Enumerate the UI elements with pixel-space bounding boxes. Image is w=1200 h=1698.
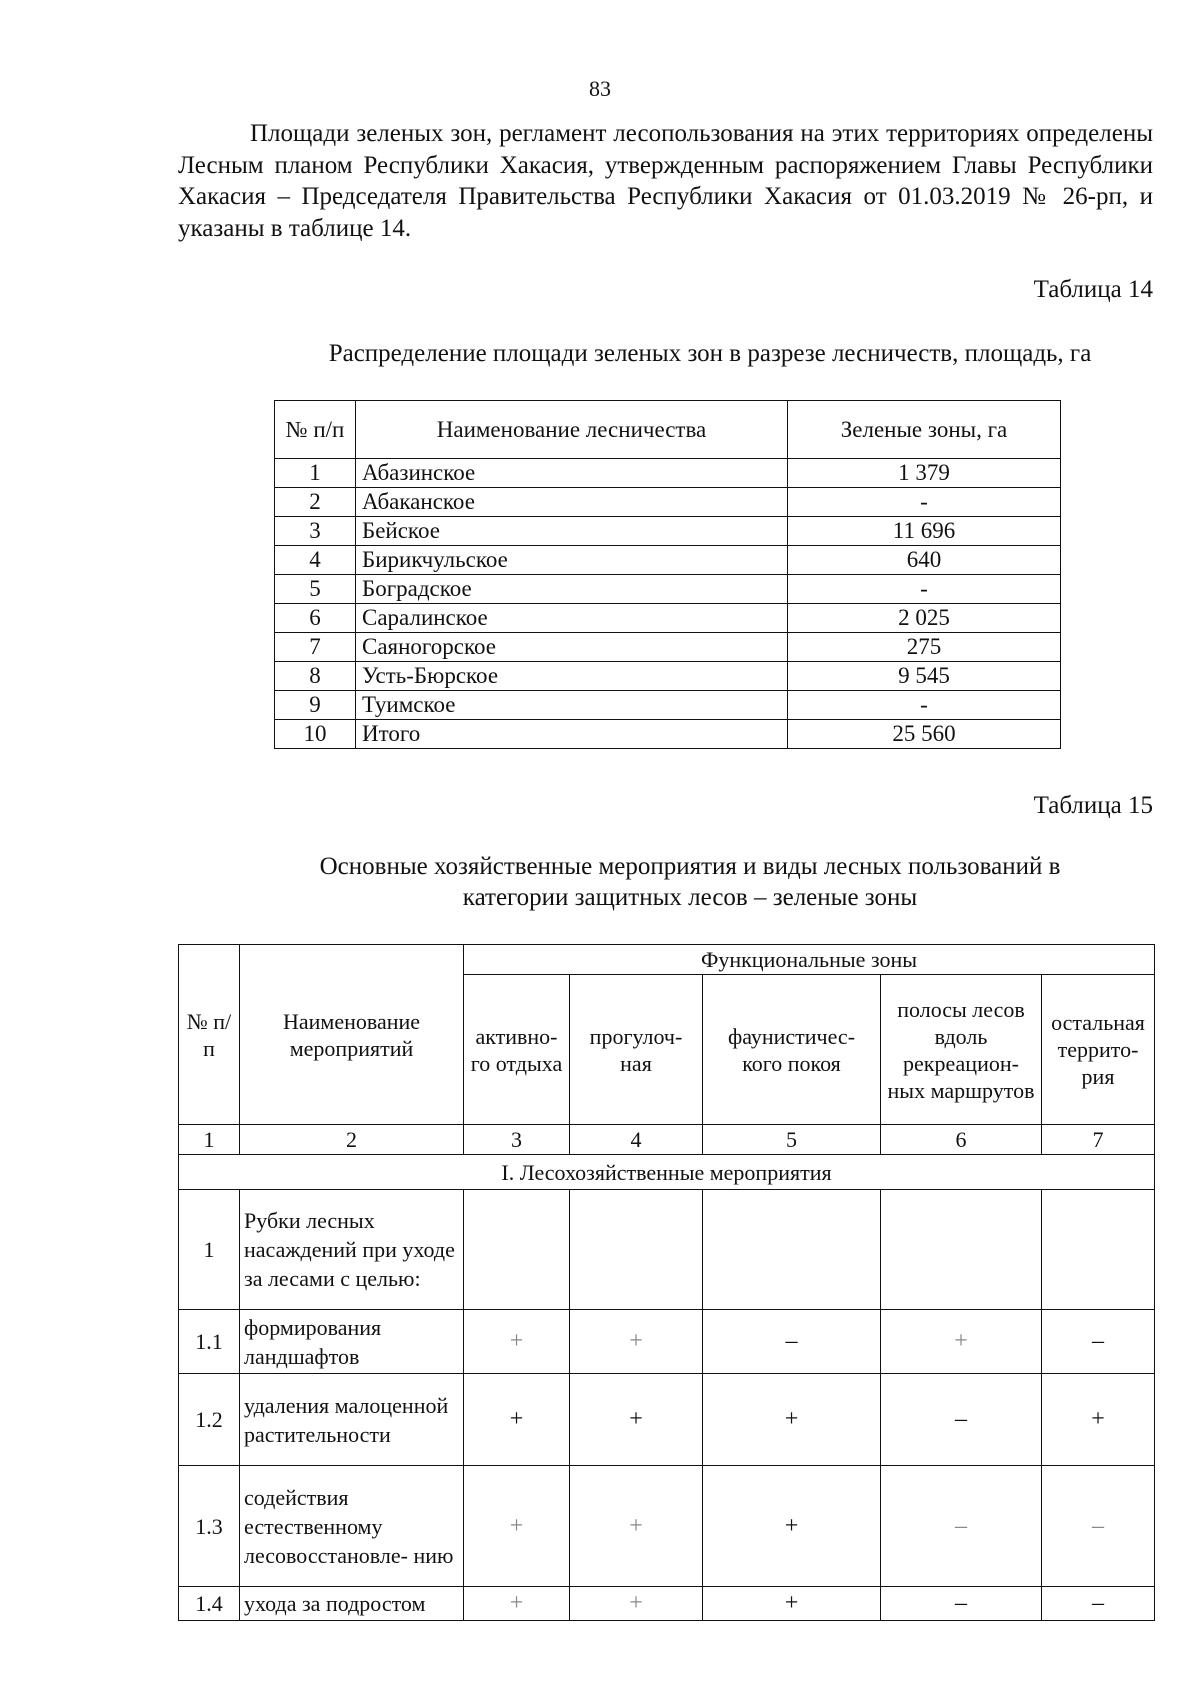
table14-header-row xyxy=(275,401,1061,459)
table-row xyxy=(275,459,1061,488)
table15-header-zone2: прогулоч- ная xyxy=(570,975,703,1125)
table14-header-name: Наименование лесничества xyxy=(356,401,788,459)
zone-value: + xyxy=(570,1310,703,1374)
forestry-name: Бейское xyxy=(356,517,788,546)
table-row xyxy=(179,1466,1155,1587)
forestry-name: Туимское xyxy=(356,691,788,720)
zone-value xyxy=(1042,1190,1155,1310)
zone-value: + xyxy=(464,1374,570,1466)
table-row xyxy=(179,1374,1155,1466)
table15-header-row1 xyxy=(179,945,1155,975)
col-number: 3 xyxy=(464,1125,570,1155)
row-num: 3 xyxy=(275,517,356,546)
table15-caption xyxy=(250,851,1130,913)
activity-name: формирования ландшафтов xyxy=(240,1310,464,1374)
table14-caption: Распределение площади зеленых зон в разрезе лесничеств, площадь, га xyxy=(328,340,1092,367)
green-zone-area: 275 xyxy=(788,633,1061,662)
row-num: 1.4 xyxy=(179,1587,240,1621)
table-row xyxy=(275,546,1061,575)
zone-value xyxy=(703,1190,881,1310)
zone-value: – xyxy=(703,1310,881,1374)
row-num: 8 xyxy=(275,662,356,691)
zone-value xyxy=(570,1190,703,1310)
zone-value: + xyxy=(464,1587,570,1621)
row-num: 1.1 xyxy=(179,1310,240,1374)
zone-value xyxy=(464,1190,570,1310)
table15-header-num: № п/п xyxy=(179,945,240,1125)
activity-name: Рубки лесных насаждений при уходе за лесами с целью: xyxy=(240,1190,464,1310)
zone-value: – xyxy=(881,1466,1042,1587)
activity-name: ухода за подростом xyxy=(240,1587,464,1621)
zone-value: + xyxy=(703,1374,881,1466)
table-row xyxy=(275,488,1061,517)
zone-value: – xyxy=(1042,1587,1155,1621)
forestry-name: Саяногорское xyxy=(356,633,788,662)
row-num: 5 xyxy=(275,575,356,604)
forestry-name: Бирикчульское xyxy=(356,546,788,575)
green-zone-area: 25 560 xyxy=(788,720,1061,749)
table15-header-name: Наименование мероприятий xyxy=(240,945,464,1125)
zone-value: – xyxy=(881,1374,1042,1466)
section-title: I. Лесохозяйственные мероприятия xyxy=(179,1155,1155,1190)
page-number: 83 xyxy=(589,76,611,101)
green-zone-area: 640 xyxy=(788,546,1061,575)
table14-label: Таблица 14 xyxy=(1033,276,1153,303)
row-num: 4 xyxy=(275,546,356,575)
row-num: 7 xyxy=(275,633,356,662)
col-number: 1 xyxy=(179,1125,240,1155)
table-row xyxy=(179,1310,1155,1374)
forestry-name: Итого xyxy=(356,720,788,749)
col-number: 5 xyxy=(703,1125,881,1155)
row-num: 2 xyxy=(275,488,356,517)
table15-column-numbers xyxy=(179,1125,1155,1155)
table-row xyxy=(275,517,1061,546)
zone-value: + xyxy=(703,1587,881,1621)
table15-header-zone4: полосы лесов вдоль рекреацион- ных маршрутов xyxy=(881,975,1042,1125)
table15-header-zone3: фаунистичес- кого покоя xyxy=(703,975,881,1125)
row-num: 1.2 xyxy=(179,1374,240,1466)
table14-header-area: Зеленые зоны, га xyxy=(788,401,1061,459)
zone-value: + xyxy=(881,1310,1042,1374)
green-zone-area: - xyxy=(788,488,1061,517)
zone-value: – xyxy=(1042,1310,1155,1374)
col-number: 4 xyxy=(570,1125,703,1155)
table-row xyxy=(275,691,1061,720)
green-zone-area: - xyxy=(788,691,1061,720)
zone-value: + xyxy=(464,1466,570,1587)
zone-value: + xyxy=(570,1587,703,1621)
table15-header-zone5: остальная террито- рия xyxy=(1042,975,1155,1125)
table-row xyxy=(179,1190,1155,1310)
forestry-name: Боградское xyxy=(356,575,788,604)
forestry-name: Абаканское xyxy=(356,488,788,517)
intro-paragraph: Площади зеленых зон, регламент лесопользования на этих территориях определены Лесным планом Республики Хакасия, утвержденным распоряжением Главы Республики Хакасия – Председателя Правительства Республики Хакасия от 01.03.2019 № 26-рп, и указаны в таблице 14. xyxy=(178,120,1153,242)
row-num: 9 xyxy=(275,691,356,720)
green-zone-area: 9 545 xyxy=(788,662,1061,691)
zone-value xyxy=(881,1190,1042,1310)
row-num: 6 xyxy=(275,604,356,633)
col-number: 2 xyxy=(240,1125,464,1155)
green-zone-area: - xyxy=(788,575,1061,604)
forestry-name: Саралинское xyxy=(356,604,788,633)
table14 xyxy=(274,400,1061,749)
table15-header-zone1: активно- го отдыха xyxy=(464,975,570,1125)
green-zone-area: 1 379 xyxy=(788,459,1061,488)
zone-value: – xyxy=(1042,1466,1155,1587)
forestry-name: Усть-Бюрское xyxy=(356,662,788,691)
zone-value: + xyxy=(1042,1374,1155,1466)
zone-value: + xyxy=(570,1374,703,1466)
row-num: 10 xyxy=(275,720,356,749)
activity-name: содействия естественному лесовосстановле- нию xyxy=(240,1466,464,1587)
table15-caption-line2: категории защитных лесов – зеленые зоны xyxy=(462,884,918,911)
table15-label: Таблица 15 xyxy=(1033,792,1153,819)
row-num: 1 xyxy=(275,459,356,488)
row-num: 1 xyxy=(179,1190,240,1310)
forestry-name: Абазинское xyxy=(356,459,788,488)
zone-value: – xyxy=(881,1587,1042,1621)
table14-header-num: № п/п xyxy=(275,401,356,459)
zone-value: + xyxy=(703,1466,881,1587)
green-zone-area: 2 025 xyxy=(788,604,1061,633)
col-number: 6 xyxy=(881,1125,1042,1155)
green-zone-area: 11 696 xyxy=(788,517,1061,546)
table-row xyxy=(179,1587,1155,1621)
table-row xyxy=(275,575,1061,604)
table15-section-row xyxy=(179,1155,1155,1190)
table15-header-zones: Функциональные зоны xyxy=(464,945,1155,975)
col-number: 7 xyxy=(1042,1125,1155,1155)
activity-name: удаления малоценной растительности xyxy=(240,1374,464,1466)
table15 xyxy=(178,944,1155,1621)
table15-caption-line1: Основные хозяйственные мероприятия и виды лесных пользований в xyxy=(319,853,1061,880)
zone-value: + xyxy=(464,1310,570,1374)
row-num: 1.3 xyxy=(179,1466,240,1587)
table-row xyxy=(275,633,1061,662)
table-row xyxy=(275,604,1061,633)
zone-value: + xyxy=(570,1466,703,1587)
table-row-total xyxy=(275,720,1061,749)
table-row xyxy=(275,662,1061,691)
